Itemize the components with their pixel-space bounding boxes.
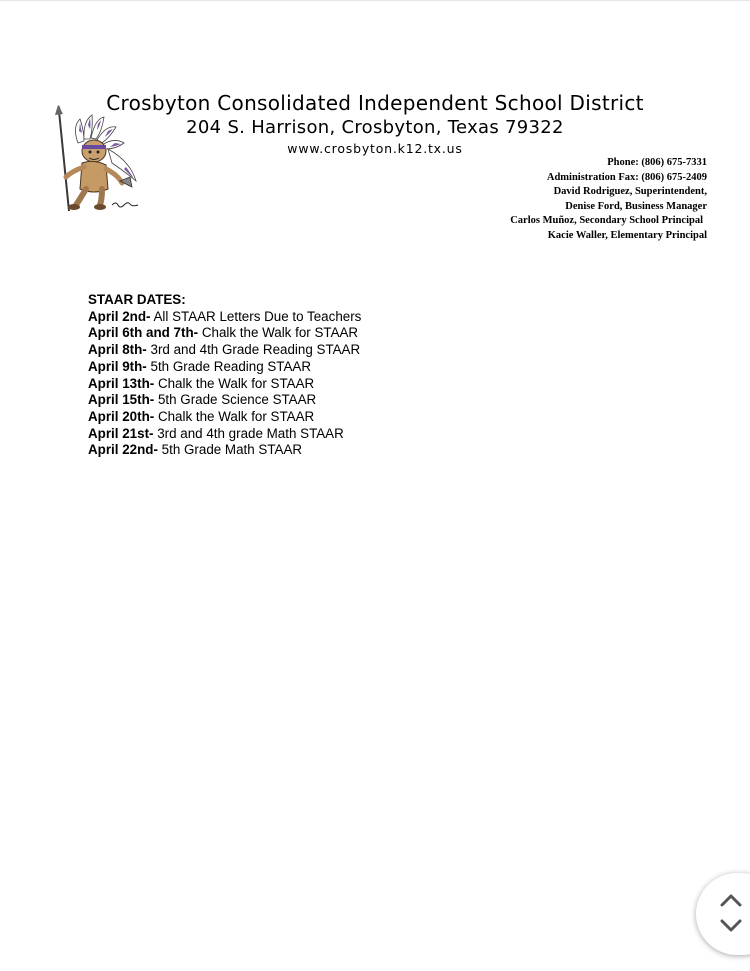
staar-date: April 2nd- xyxy=(88,308,151,324)
staar-event: 5th Grade Math STAAR xyxy=(157,442,303,458)
staar-date: April 20th- xyxy=(88,408,155,424)
district-address: 204 S. Harrison, Crosbyton, Texas 79322 xyxy=(186,117,564,138)
list-item xyxy=(88,409,361,426)
staar-date: April 9th- xyxy=(88,358,147,374)
list-item xyxy=(88,426,361,443)
chevron-down-icon[interactable] xyxy=(720,919,742,933)
contact-fax: Administration Fax: (806) 675-2409 xyxy=(546,171,707,183)
staar-event: 5th Grade Reading STAAR xyxy=(146,358,312,374)
contact-superintendent: David Rodriguez, Superintendent, xyxy=(553,186,707,198)
staar-event: 3rd and 4th grade Math STAAR xyxy=(153,425,344,441)
scroll-control[interactable] xyxy=(696,873,750,955)
chevron-up-icon[interactable] xyxy=(720,893,742,907)
staar-heading: STAAR DATES: xyxy=(88,292,186,307)
list-item xyxy=(88,342,361,359)
staar-event: Chalk the Walk for STAAR xyxy=(154,375,315,391)
staar-event: Chalk the Walk for STAAR xyxy=(154,408,315,424)
contact-business-manager: Denise Ford, Business Manager xyxy=(565,200,707,212)
staar-event: 5th Grade Science STAAR xyxy=(154,392,317,408)
staar-dates-list xyxy=(88,292,361,459)
list-item xyxy=(88,392,361,409)
list-item xyxy=(88,442,361,459)
list-item xyxy=(88,309,361,326)
contact-phone: Phone: (806) 675-7331 xyxy=(607,157,707,168)
staar-event: 3rd and 4th Grade Reading STAAR xyxy=(146,342,361,358)
district-name: Crosbyton Consolidated Independent School District xyxy=(106,91,644,115)
staar-event: Chalk the Walk for STAAR xyxy=(198,325,359,341)
staar-date: April 22nd- xyxy=(88,442,158,458)
staar-event: All STAAR Letters Due to Teachers xyxy=(150,308,362,324)
staar-date: April 15th- xyxy=(88,392,155,408)
staar-date: April 6th and 7th- xyxy=(88,325,199,341)
district-website: www.crosbyton.k12.tx.us xyxy=(287,141,463,156)
contact-block xyxy=(510,156,707,244)
list-item xyxy=(88,359,361,376)
list-item xyxy=(88,325,361,342)
staar-date: April 21st- xyxy=(88,425,154,441)
staar-date: April 8th- xyxy=(88,342,147,358)
contact-elementary-principal: Kacie Waller, Elementary Principal xyxy=(547,229,707,241)
contact-secondary-principal: Carlos Muñoz, Secondary School Principal xyxy=(510,215,703,227)
list-item xyxy=(88,376,361,393)
staar-date: April 13th- xyxy=(88,375,155,391)
